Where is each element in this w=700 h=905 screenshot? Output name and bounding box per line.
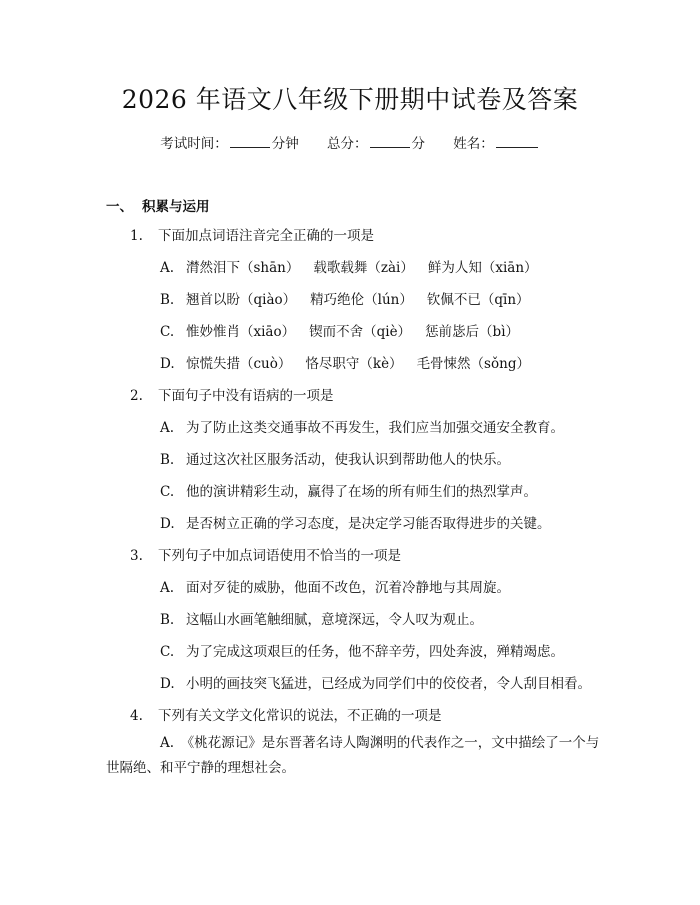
option-text: 为了防止这类交通事故不再发生，我们应当加强交通安全教育。 [186, 420, 564, 436]
q1-option-c [160, 320, 533, 340]
student-name [453, 132, 540, 152]
option-word: 惟妙惟肖（xiāo） [186, 324, 296, 340]
time-blank [230, 135, 270, 148]
name-blank [496, 135, 538, 148]
q3-option-d [160, 672, 591, 692]
option-word: 潸然泪下（shān） [186, 260, 300, 276]
question-number: 1. [130, 228, 143, 244]
option-text: 是否树立正确的学习态度，是决定学习能否取得进步的关键。 [186, 516, 551, 532]
question-number: 2. [130, 388, 143, 404]
score-unit: 分 [411, 136, 425, 152]
option-letter: C. [160, 324, 175, 340]
option-word: 惊慌失措（cuò） [186, 356, 292, 372]
option-text: 通过这次社区服务活动，使我认识到帮助他人的快乐。 [186, 452, 510, 468]
q2-option-c [160, 480, 537, 500]
q1-option-b [160, 288, 544, 308]
option-word: 惩前毖后（bì） [425, 324, 520, 340]
option-letter: B. [160, 292, 175, 308]
option-text: 小明的画技突飞猛进，已经成为同学们中的佼佼者，令人刮目相看。 [186, 676, 591, 692]
option-word: 精巧绝伦（lún） [310, 292, 413, 308]
question-4 [130, 704, 442, 724]
question-text: 下面句子中没有语病的一项是 [158, 388, 334, 404]
option-letter: A. [160, 420, 175, 436]
question-number: 4. [130, 708, 143, 724]
option-letter: A. [160, 580, 175, 596]
q3-option-c [160, 640, 564, 660]
name-label: 姓名： [453, 136, 494, 152]
section-number: 一、 [106, 199, 133, 215]
q1-option-a [160, 256, 552, 276]
option-letter: B. [160, 452, 175, 468]
score-blank [370, 135, 410, 148]
question-2 [130, 384, 334, 404]
q2-option-b [160, 448, 510, 468]
time-label: 考试时间： [160, 136, 228, 152]
exam-meta [0, 132, 700, 152]
q2-option-a [160, 416, 564, 436]
q3-option-b [160, 608, 483, 628]
option-letter: C. [160, 484, 175, 500]
option-word: 鲜为人知（xiān） [427, 260, 538, 276]
exam-score [327, 132, 425, 152]
option-word: 翘首以盼（qiào） [186, 292, 297, 308]
q1-option-d [160, 352, 544, 372]
option-word: 恪尽职守（kè） [305, 356, 403, 372]
question-text: 下面加点词语注音完全正确的一项是 [158, 228, 374, 244]
time-unit: 分钟 [271, 136, 299, 152]
option-word: 钦佩不已（qīn） [426, 292, 530, 308]
page-title: 2026 年语文八年级下册期中试卷及答案 [121, 85, 579, 114]
score-label: 总分： [327, 136, 368, 152]
q3-option-a [160, 576, 510, 596]
exam-time [160, 132, 299, 152]
q4-option-a: A. 《桃花源记》是东晋著名诗人陶渊明的代表作之一，文中描绘了一个与世隔绝、和平宁静的理想社会。 [106, 735, 600, 776]
question-3 [130, 544, 401, 564]
option-word: 载歌载舞（zài） [313, 260, 414, 276]
q2-option-d [160, 512, 551, 532]
option-letter: A. [160, 260, 175, 276]
question-1 [130, 224, 374, 244]
option-letter: D. [160, 676, 175, 692]
option-text: 这幅山水画笔触细腻，意境深远，令人叹为观止。 [186, 612, 483, 628]
option-letter: D. [160, 356, 175, 372]
option-text: 他的演讲精彩生动，赢得了在场的所有师生们的热烈掌声。 [186, 484, 537, 500]
option-letter: D. [160, 516, 175, 532]
option-letter: B. [160, 612, 175, 628]
question-text: 下列句子中加点词语使用不恰当的一项是 [158, 548, 401, 564]
section-heading [106, 195, 210, 215]
option-word: 毛骨悚然（sǒng） [416, 356, 530, 372]
option-text: 面对歹徒的威胁，他面不改色，沉着冷静地与其周旋。 [186, 580, 510, 596]
section-label: 积累与运用 [142, 199, 210, 215]
option-word: 锲而不舍（qiè） [309, 324, 412, 340]
option-letter: C. [160, 644, 175, 660]
question-number: 3. [130, 548, 143, 564]
question-text: 下列有关文学文化常识的说法，不正确的一项是 [158, 708, 442, 724]
option-text: 为了完成这项艰巨的任务，他不辞辛劳，四处奔波，殚精竭虑。 [186, 644, 564, 660]
